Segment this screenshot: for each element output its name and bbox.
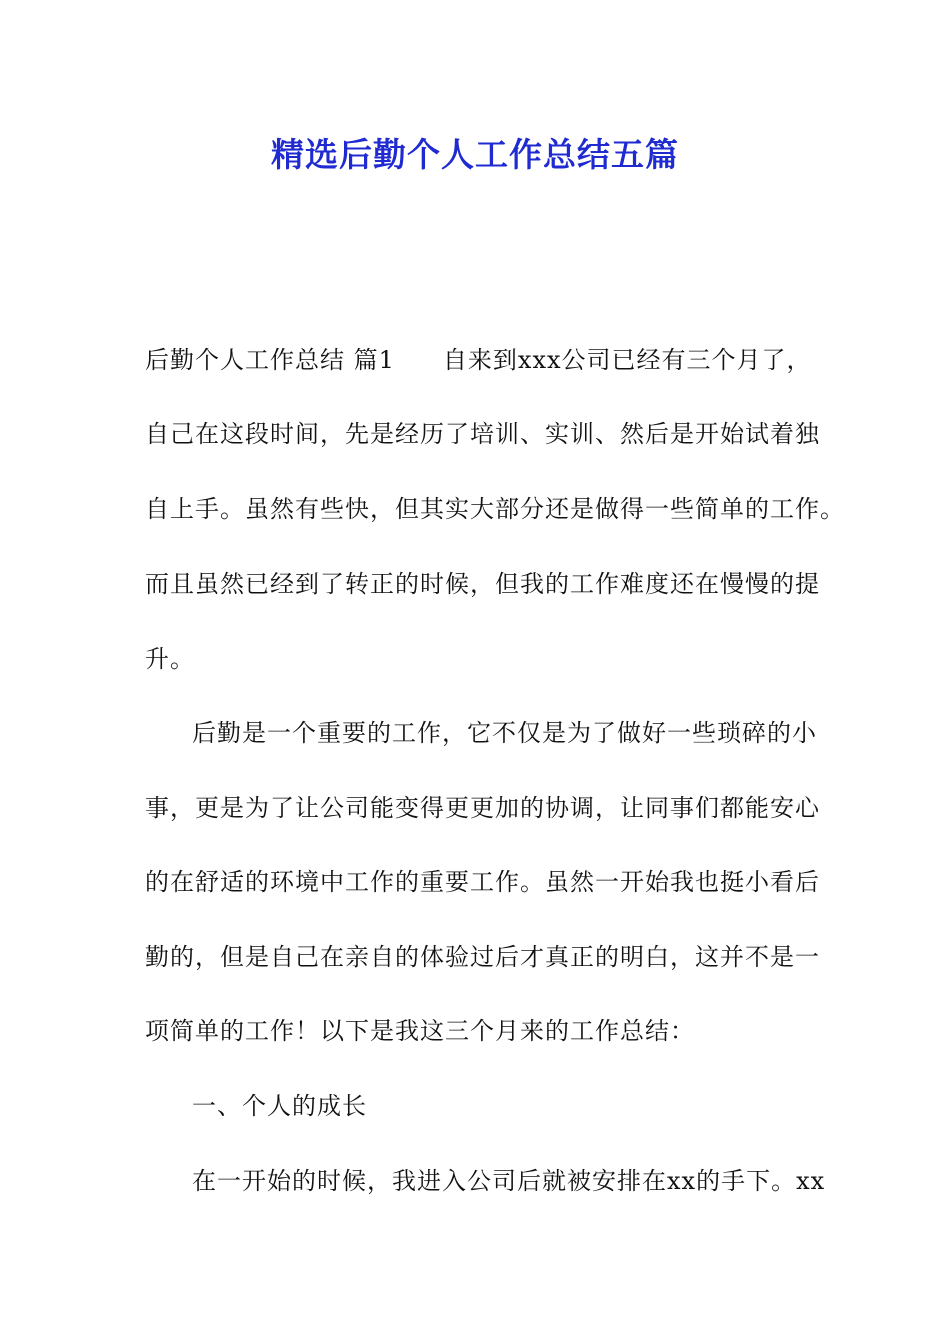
paragraph-line-3: 自上手。虽然有些快，但其实大部分还是做得一些简单的工作。 [145, 495, 845, 523]
paragraph-line-6: 后勤是一个重要的工作，它不仅是为了做好一些琐碎的小 [192, 719, 817, 747]
section-heading: 后勤个人工作总结 篇1 [145, 346, 395, 374]
paragraph-text: 自来到xxx公司已经有三个月了， [442, 346, 812, 374]
subheading-personal-growth: 一、个人的成长 [192, 1092, 367, 1120]
document-title: 精选后勤个人工作总结五篇 [271, 135, 679, 174]
paragraph-line-12: 在一开始的时候，我进入公司后就被安排在xx的手下。xx [192, 1167, 826, 1195]
paragraph-line-2: 自己在这段时间，先是经历了培训、实训、然后是开始试着独 [145, 420, 820, 448]
paragraph-line-4: 而且虽然已经到了转正的时候，但我的工作难度还在慢慢的提 [145, 570, 820, 598]
paragraph-line-1 [145, 342, 812, 378]
paragraph-line-8: 的在舒适的环境中工作的重要工作。虽然一开始我也挺小看后 [145, 868, 820, 896]
paragraph-line-5: 升。 [145, 645, 195, 673]
paragraph-line-9: 勤的，但是自己在亲自的体验过后才真正的明白，这并不是一 [145, 943, 820, 971]
paragraph-line-7: 事，更是为了让公司能变得更更加的协调，让同事们都能安心 [145, 794, 820, 822]
paragraph-line-10: 项简单的工作！以下是我这三个月来的工作总结： [145, 1017, 695, 1045]
